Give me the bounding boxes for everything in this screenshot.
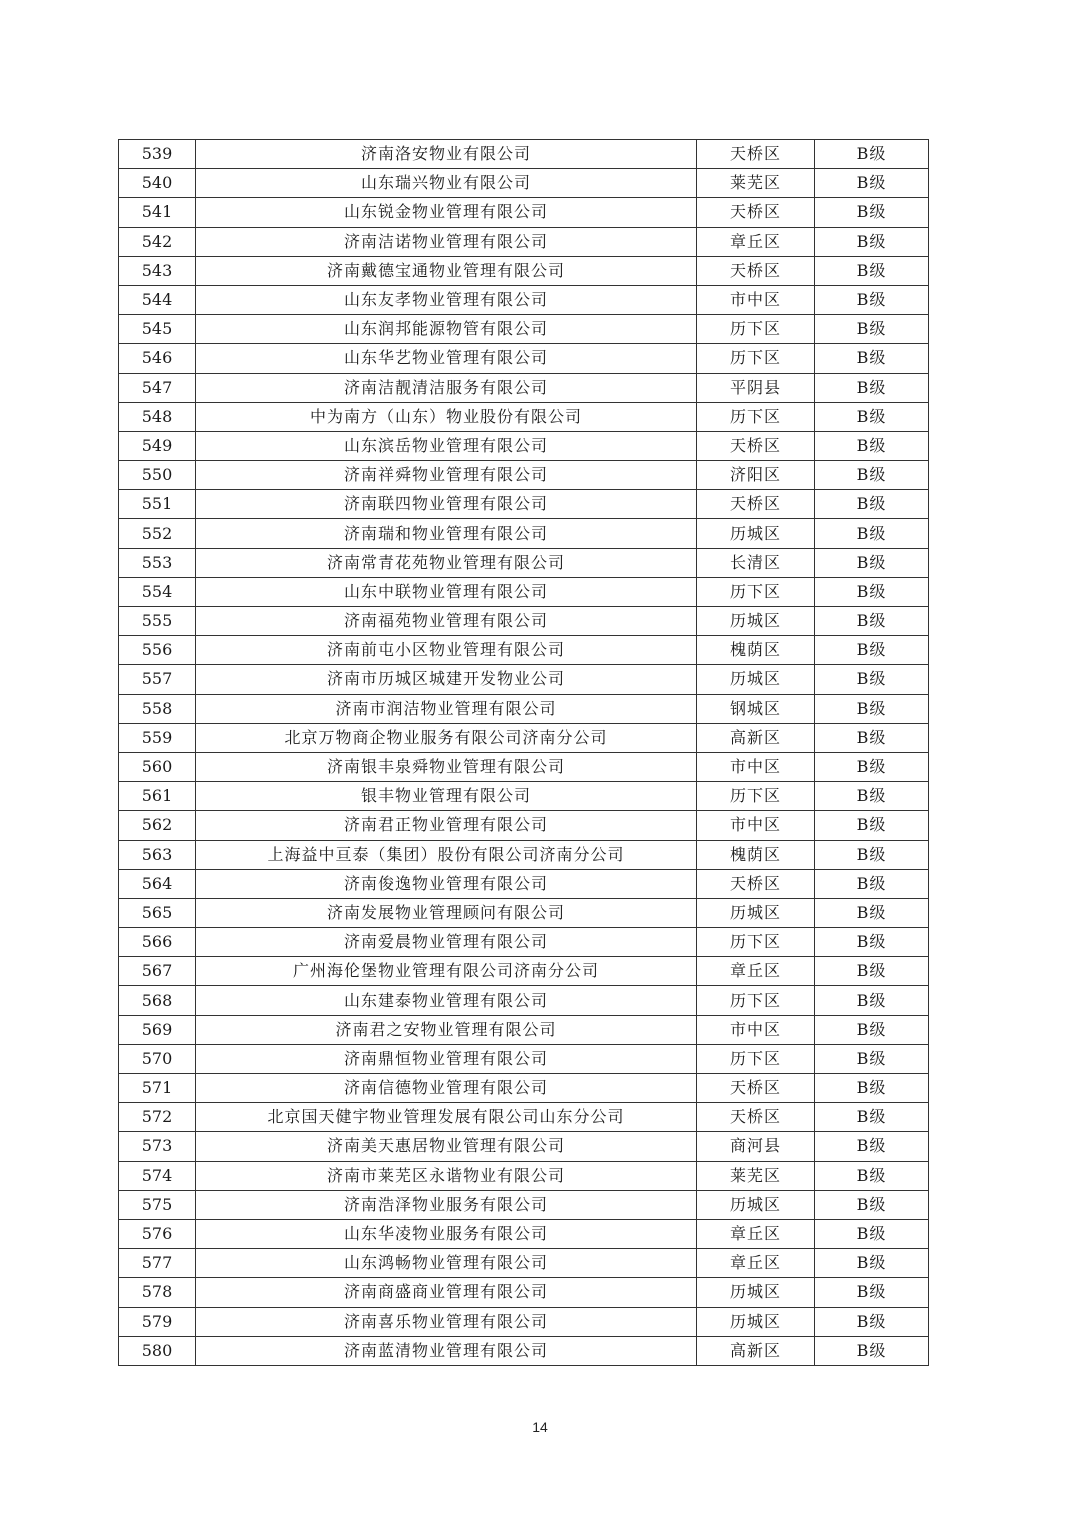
district-cell: 章丘区 xyxy=(697,1249,815,1278)
table-row xyxy=(119,198,929,227)
row-number-cell: 570 xyxy=(119,1044,196,1073)
company-name-cell: 济南联四物业管理有限公司 xyxy=(196,490,697,519)
table-row xyxy=(119,782,929,811)
company-name-cell: 济南蓝清物业管理有限公司 xyxy=(196,1336,697,1365)
district-cell: 市中区 xyxy=(697,811,815,840)
grade-cell: B级 xyxy=(815,898,929,927)
district-cell: 章丘区 xyxy=(697,227,815,256)
table-row xyxy=(119,1278,929,1307)
row-number-cell: 542 xyxy=(119,227,196,256)
district-cell: 高新区 xyxy=(697,1336,815,1365)
grade-cell: B级 xyxy=(815,928,929,957)
grade-cell: B级 xyxy=(815,1044,929,1073)
company-name-cell: 济南市历城区城建开发物业公司 xyxy=(196,665,697,694)
company-name-cell: 山东润邦能源物管有限公司 xyxy=(196,315,697,344)
row-number-cell: 539 xyxy=(119,140,196,169)
row-number-cell: 558 xyxy=(119,694,196,723)
company-name-cell: 济南洁靓清洁服务有限公司 xyxy=(196,373,697,402)
district-cell: 历下区 xyxy=(697,928,815,957)
row-number-cell: 564 xyxy=(119,869,196,898)
table-row xyxy=(119,898,929,927)
table-row xyxy=(119,1336,929,1365)
company-name-cell: 山东友孝物业管理有限公司 xyxy=(196,285,697,314)
table-row xyxy=(119,315,929,344)
row-number-cell: 565 xyxy=(119,898,196,927)
row-number-cell: 545 xyxy=(119,315,196,344)
company-name-cell: 济南戴德宝通物业管理有限公司 xyxy=(196,256,697,285)
table-row xyxy=(119,402,929,431)
district-cell: 历下区 xyxy=(697,315,815,344)
grade-cell: B级 xyxy=(815,169,929,198)
table-row xyxy=(119,811,929,840)
grade-cell: B级 xyxy=(815,227,929,256)
grade-cell: B级 xyxy=(815,811,929,840)
table-row xyxy=(119,752,929,781)
table-row xyxy=(119,519,929,548)
district-cell: 历城区 xyxy=(697,1278,815,1307)
grade-cell: B级 xyxy=(815,752,929,781)
company-name-cell: 济南君之安物业管理有限公司 xyxy=(196,1015,697,1044)
row-number-cell: 541 xyxy=(119,198,196,227)
table-row xyxy=(119,665,929,694)
company-name-cell: 济南美天惠居物业管理有限公司 xyxy=(196,1132,697,1161)
table-row xyxy=(119,256,929,285)
company-name-cell: 济南祥舜物业管理有限公司 xyxy=(196,461,697,490)
district-cell: 平阴县 xyxy=(697,373,815,402)
company-name-cell: 济南常青花苑物业管理有限公司 xyxy=(196,548,697,577)
grade-table xyxy=(118,139,929,1366)
district-cell: 莱芜区 xyxy=(697,1161,815,1190)
company-name-cell: 山东锐金物业管理有限公司 xyxy=(196,198,697,227)
company-name-cell: 济南浩泽物业服务有限公司 xyxy=(196,1190,697,1219)
row-number-cell: 559 xyxy=(119,723,196,752)
table-row xyxy=(119,548,929,577)
company-name-cell: 山东华艺物业管理有限公司 xyxy=(196,344,697,373)
company-name-cell: 济南爱晨物业管理有限公司 xyxy=(196,928,697,957)
company-name-cell: 山东华凌物业服务有限公司 xyxy=(196,1219,697,1248)
district-cell: 高新区 xyxy=(697,723,815,752)
grade-cell: B级 xyxy=(815,1161,929,1190)
company-name-cell: 济南发展物业管理顾问有限公司 xyxy=(196,898,697,927)
district-cell: 天桥区 xyxy=(697,198,815,227)
table-row xyxy=(119,461,929,490)
district-cell: 历下区 xyxy=(697,782,815,811)
table-row xyxy=(119,1161,929,1190)
company-name-cell: 济南洁诺物业管理有限公司 xyxy=(196,227,697,256)
district-cell: 市中区 xyxy=(697,285,815,314)
row-number-cell: 574 xyxy=(119,1161,196,1190)
company-name-cell: 济南信德物业管理有限公司 xyxy=(196,1074,697,1103)
row-number-cell: 580 xyxy=(119,1336,196,1365)
table-row xyxy=(119,636,929,665)
row-number-cell: 543 xyxy=(119,256,196,285)
district-cell: 历城区 xyxy=(697,519,815,548)
district-cell: 历城区 xyxy=(697,607,815,636)
grade-cell: B级 xyxy=(815,548,929,577)
district-cell: 天桥区 xyxy=(697,256,815,285)
row-number-cell: 555 xyxy=(119,607,196,636)
district-cell: 历下区 xyxy=(697,1044,815,1073)
table-row xyxy=(119,607,929,636)
table-row xyxy=(119,1044,929,1073)
grade-cell: B级 xyxy=(815,1015,929,1044)
row-number-cell: 560 xyxy=(119,752,196,781)
row-number-cell: 575 xyxy=(119,1190,196,1219)
row-number-cell: 547 xyxy=(119,373,196,402)
row-number-cell: 572 xyxy=(119,1103,196,1132)
company-name-cell: 中为南方（山东）物业股份有限公司 xyxy=(196,402,697,431)
district-cell: 历下区 xyxy=(697,344,815,373)
row-number-cell: 544 xyxy=(119,285,196,314)
grade-cell: B级 xyxy=(815,782,929,811)
company-name-cell: 北京万物商企物业服务有限公司济南分公司 xyxy=(196,723,697,752)
row-number-cell: 556 xyxy=(119,636,196,665)
district-cell: 天桥区 xyxy=(697,1074,815,1103)
table-row xyxy=(119,1307,929,1336)
row-number-cell: 569 xyxy=(119,1015,196,1044)
table-row xyxy=(119,373,929,402)
grade-cell: B级 xyxy=(815,519,929,548)
grade-cell: B级 xyxy=(815,140,929,169)
row-number-cell: 566 xyxy=(119,928,196,957)
district-cell: 历下区 xyxy=(697,577,815,606)
table-row xyxy=(119,723,929,752)
district-cell: 槐荫区 xyxy=(697,636,815,665)
row-number-cell: 549 xyxy=(119,431,196,460)
company-name-cell: 上海益中亘泰（集团）股份有限公司济南分公司 xyxy=(196,840,697,869)
table-row xyxy=(119,840,929,869)
grade-cell: B级 xyxy=(815,431,929,460)
company-name-cell: 山东瑞兴物业有限公司 xyxy=(196,169,697,198)
table-row xyxy=(119,490,929,519)
district-cell: 历下区 xyxy=(697,986,815,1015)
grade-cell: B级 xyxy=(815,694,929,723)
grade-cell: B级 xyxy=(815,256,929,285)
table-row xyxy=(119,869,929,898)
grade-cell: B级 xyxy=(815,315,929,344)
table-row xyxy=(119,431,929,460)
table-row xyxy=(119,344,929,373)
row-number-cell: 550 xyxy=(119,461,196,490)
row-number-cell: 573 xyxy=(119,1132,196,1161)
grade-cell: B级 xyxy=(815,285,929,314)
district-cell: 章丘区 xyxy=(697,957,815,986)
company-name-cell: 济南喜乐物业管理有限公司 xyxy=(196,1307,697,1336)
company-name-cell: 济南福苑物业管理有限公司 xyxy=(196,607,697,636)
district-cell: 章丘区 xyxy=(697,1219,815,1248)
row-number-cell: 553 xyxy=(119,548,196,577)
company-name-cell: 山东建泰物业管理有限公司 xyxy=(196,986,697,1015)
row-number-cell: 563 xyxy=(119,840,196,869)
row-number-cell: 571 xyxy=(119,1074,196,1103)
company-name-cell: 济南市莱芜区永谐物业有限公司 xyxy=(196,1161,697,1190)
grade-cell: B级 xyxy=(815,723,929,752)
grade-cell: B级 xyxy=(815,577,929,606)
table-row xyxy=(119,1015,929,1044)
company-name-cell: 广州海伦堡物业管理有限公司济南分公司 xyxy=(196,957,697,986)
table-row xyxy=(119,577,929,606)
table-row xyxy=(119,227,929,256)
grade-cell: B级 xyxy=(815,1278,929,1307)
table-row xyxy=(119,1249,929,1278)
district-cell: 济阳区 xyxy=(697,461,815,490)
table-row xyxy=(119,928,929,957)
company-name-cell: 济南俊逸物业管理有限公司 xyxy=(196,869,697,898)
row-number-cell: 579 xyxy=(119,1307,196,1336)
grade-cell: B级 xyxy=(815,461,929,490)
row-number-cell: 557 xyxy=(119,665,196,694)
company-name-cell: 济南君正物业管理有限公司 xyxy=(196,811,697,840)
table-row xyxy=(119,140,929,169)
district-cell: 长清区 xyxy=(697,548,815,577)
row-number-cell: 554 xyxy=(119,577,196,606)
grade-cell: B级 xyxy=(815,1132,929,1161)
table-row xyxy=(119,957,929,986)
district-cell: 历城区 xyxy=(697,1307,815,1336)
company-name-cell: 济南洛安物业有限公司 xyxy=(196,140,697,169)
district-cell: 钢城区 xyxy=(697,694,815,723)
district-cell: 历城区 xyxy=(697,665,815,694)
grade-cell: B级 xyxy=(815,1190,929,1219)
grade-cell: B级 xyxy=(815,490,929,519)
grade-cell: B级 xyxy=(815,198,929,227)
company-name-cell: 济南鼎恒物业管理有限公司 xyxy=(196,1044,697,1073)
row-number-cell: 552 xyxy=(119,519,196,548)
table-row xyxy=(119,694,929,723)
row-number-cell: 546 xyxy=(119,344,196,373)
page-number: 14 xyxy=(532,1419,548,1435)
grade-cell: B级 xyxy=(815,636,929,665)
company-name-cell: 济南市润洁物业管理有限公司 xyxy=(196,694,697,723)
row-number-cell: 551 xyxy=(119,490,196,519)
table-row xyxy=(119,986,929,1015)
table-row xyxy=(119,1132,929,1161)
row-number-cell: 548 xyxy=(119,402,196,431)
row-number-cell: 561 xyxy=(119,782,196,811)
grade-cell: B级 xyxy=(815,344,929,373)
district-cell: 槐荫区 xyxy=(697,840,815,869)
district-cell: 商河县 xyxy=(697,1132,815,1161)
company-name-cell: 济南前屯小区物业管理有限公司 xyxy=(196,636,697,665)
table-row xyxy=(119,1219,929,1248)
grade-cell: B级 xyxy=(815,1103,929,1132)
district-cell: 天桥区 xyxy=(697,1103,815,1132)
company-name-cell: 山东鸿畅物业管理有限公司 xyxy=(196,1249,697,1278)
grade-cell: B级 xyxy=(815,402,929,431)
company-grade-table xyxy=(118,139,928,1366)
company-name-cell: 济南瑞和物业管理有限公司 xyxy=(196,519,697,548)
grade-cell: B级 xyxy=(815,1249,929,1278)
company-name-cell: 北京国天健宇物业管理发展有限公司山东分公司 xyxy=(196,1103,697,1132)
table-row xyxy=(119,1190,929,1219)
row-number-cell: 576 xyxy=(119,1219,196,1248)
company-name-cell: 济南银丰泉舜物业管理有限公司 xyxy=(196,752,697,781)
district-cell: 莱芜区 xyxy=(697,169,815,198)
grade-cell: B级 xyxy=(815,1336,929,1365)
district-cell: 天桥区 xyxy=(697,490,815,519)
grade-cell: B级 xyxy=(815,1219,929,1248)
table-row xyxy=(119,285,929,314)
grade-cell: B级 xyxy=(815,607,929,636)
grade-cell: B级 xyxy=(815,373,929,402)
grade-cell: B级 xyxy=(815,869,929,898)
grade-cell: B级 xyxy=(815,1307,929,1336)
district-cell: 历下区 xyxy=(697,402,815,431)
company-name-cell: 山东中联物业管理有限公司 xyxy=(196,577,697,606)
district-cell: 市中区 xyxy=(697,1015,815,1044)
row-number-cell: 578 xyxy=(119,1278,196,1307)
district-cell: 市中区 xyxy=(697,752,815,781)
district-cell: 天桥区 xyxy=(697,140,815,169)
row-number-cell: 577 xyxy=(119,1249,196,1278)
grade-cell: B级 xyxy=(815,986,929,1015)
district-cell: 天桥区 xyxy=(697,431,815,460)
company-name-cell: 济南商盛商业管理有限公司 xyxy=(196,1278,697,1307)
grade-cell: B级 xyxy=(815,1074,929,1103)
row-number-cell: 568 xyxy=(119,986,196,1015)
table-body xyxy=(119,140,929,1366)
table-row xyxy=(119,1103,929,1132)
table-row xyxy=(119,1074,929,1103)
company-name-cell: 山东滨岳物业管理有限公司 xyxy=(196,431,697,460)
row-number-cell: 540 xyxy=(119,169,196,198)
district-cell: 天桥区 xyxy=(697,869,815,898)
grade-cell: B级 xyxy=(815,665,929,694)
grade-cell: B级 xyxy=(815,840,929,869)
company-name-cell: 银丰物业管理有限公司 xyxy=(196,782,697,811)
grade-cell: B级 xyxy=(815,957,929,986)
row-number-cell: 562 xyxy=(119,811,196,840)
table-row xyxy=(119,169,929,198)
row-number-cell: 567 xyxy=(119,957,196,986)
district-cell: 历城区 xyxy=(697,1190,815,1219)
district-cell: 历城区 xyxy=(697,898,815,927)
